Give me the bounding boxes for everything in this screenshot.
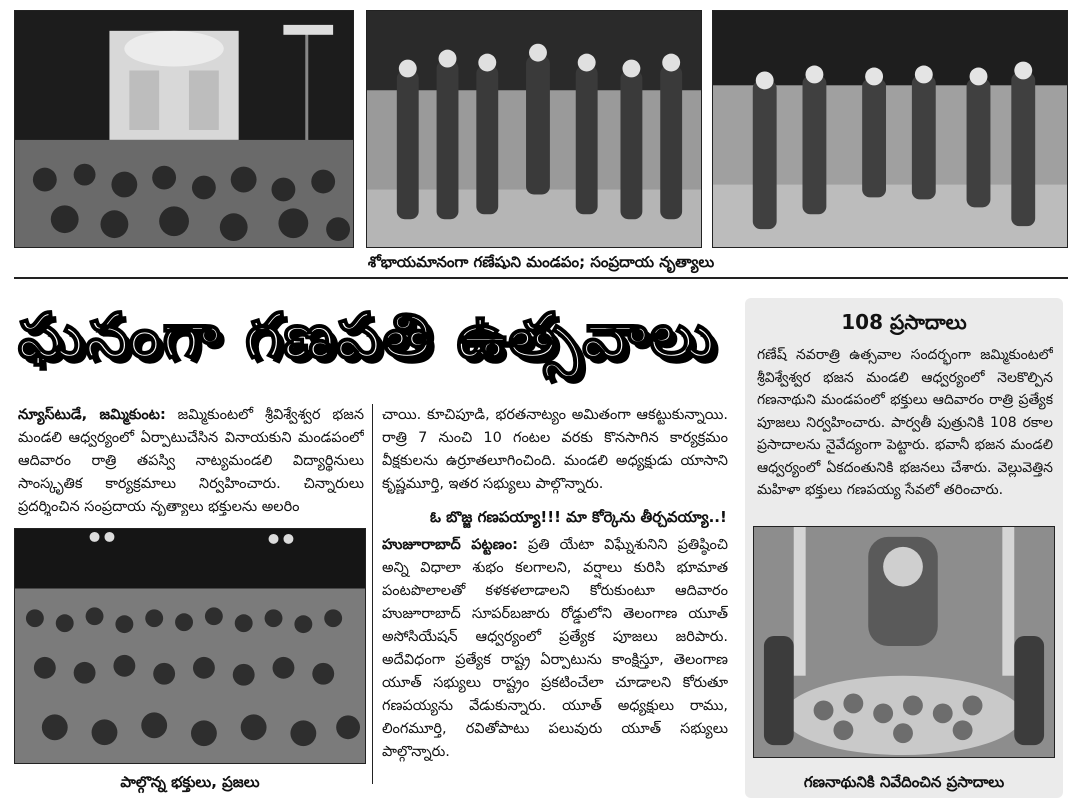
article1-dateline: న్యూస్‌టుడే, జమ్మికుంట: [18,407,166,423]
column-divider-1 [372,404,373,784]
sidebar-body: గణేష్‌ నవరాత్రి ఉత్సవాల సందర్భంగా జమ్మికుంటలో శ్రీవిశ్వేశ్వర భజన మండలి ఆధ్వర్యంలో నెలకొల్పిన గణనాథుని మండపంలో భక్తులు ఆదివారం రాత్రి ప్రత్యేక పూజలు నిర్వహించారు. పార్వతీ పుత్రునికి 108 రకాల ప్రసాదాలను నైవేద్యంగా పెట్టారు. భవానీ భజన మండలి ఆధ్వర్యంలో ఏకదంతునికి భజనలు చేశారు. వెల్లువెత్తిన మహిళా భక్తులు గణపయ్య సేవలో తరించారు. [757,347,1053,498]
sidebar-title: 108 ప్రసాదాలు [841,310,967,334]
photo-prasadams [753,526,1055,758]
sidebar-box [745,298,1063,798]
top-photo-caption: శోభాయమానంగా గణేషుని మండపం; సంప్రదాయ నృత్యాలు [367,253,715,271]
top-divider [14,277,1068,279]
main-headline: ఘనంగా గణపతి ఉత్సవాలు [18,299,717,372]
article1-col1 [18,404,364,516]
sidebar-caption: గణనాథునికి నివేదించిన ప్రసాదాలు [803,773,1005,791]
crowd-caption: పాల్గొన్న భక్తులు, ప్రజలు [120,773,260,791]
photo-dancers-2 [712,10,1068,248]
article1-col2: చాయి. కూచిపూడి, భరతనాట్యం అమితంగా ఆకట్టుకున్నాయి. రాత్రి 7 నుంచి 10 గంటల వరకు కొనసాగిన కార్యక్రమం వీక్షకులను ఉర్రూతలూగించింది. మండలి అధ్యక్షుడు యాసాని కృష్ణమూర్తి, ఇతర సభ్యులు పాల్గొన్నారు. [382,407,728,492]
photo-dancers-1 [366,10,702,248]
photo-crowd [14,528,366,764]
article2-body-text: ప్రతి యేటా విఘ్నేశునిని ప్రతిష్ఠించి అన్ని విధాలా శుభం కలగాలని, వర్షాలు కురిసి భూమాత పంటపొలాలతో కళకళలాడాలని కోరుకుంటూ ఆదివారం హుజూరాబాద్‌ సూపర్‌బజారు రోడ్డులోని తెలంగాణ యూత్‌ అసోసియేషన్‌ ఆధ్వర్యంలో ప్రత్యేక పూజలు జరిపారు. అదేవిధంగా ప్రత్యేక రాష్ట్ర ఏర్పాటును కాంక్షిస్తూ, తెలంగాణ యూత్‌ సభ్యులు రాష్ట్రం ప్రకటించేలా చూడాలని కోరుతూ గణపయ్యను వేడుకున్నారు. యూత్‌ అధ్యక్షులు రాము, లింగమూర్తి, రవితోపాటు పలువురు యూత్‌ సభ్యులు పాల్గొన్నారు. [382,537,728,760]
photo-ganesh-mandapam [14,10,354,248]
article2-dateline: హుజూరాబాద్‌ పట్టణం: [382,537,518,553]
article1-col1-text: జమ్మికుంటలో శ్రీవిశ్వేశ్వర భజన మండలి ఆధ్వర్యంలో ఏర్పాటుచేసిన వినాయకుని మండపంలో ఆదివారం రాత్రి తపస్వి నాట్యమండలి విద్యార్థినులు సాంస్కృతిక కార్యక్రమాలు నిర్వహించారు. చిన్నారులు ప్రదర్శించిన సంప్రదాయ నృత్యాలు భక్తులను అలరిం [18,407,364,515]
article2-subhead: ఓ బొజ్జ గణపయ్యా!!! మా కోర్కెను తీర్చవయ్యా..! [430,508,727,526]
article2-body [382,534,728,786]
